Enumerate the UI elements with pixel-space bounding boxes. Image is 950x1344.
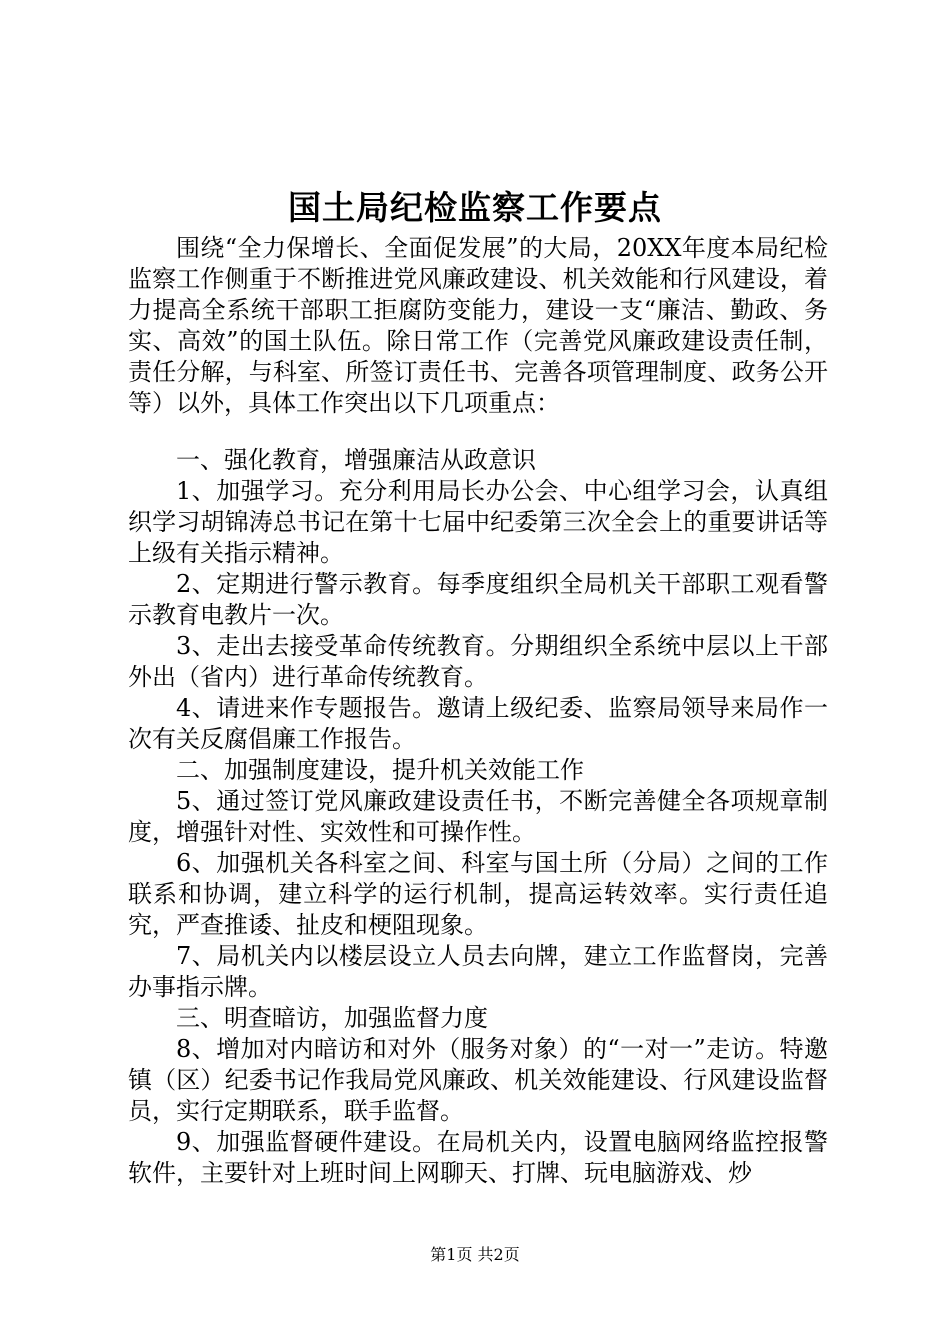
list-item: 5、通过签订党风廉政建设责任书，不断完善健全各项规章制度，增强针对性、实效性和可操作性。 — [128, 787, 828, 846]
list-item: 3、走出去接受革命传统教育。分期组织全系统中层以上干部外出（省内）进行革命传统教育。 — [128, 632, 828, 691]
section-heading: 二、加强制度建设，提升机关效能工作 — [176, 756, 584, 784]
section-heading: 三、明查暗访，加强监督力度 — [176, 1004, 488, 1032]
intro-paragraph: 围绕“全力保增长、全面促发展”的大局，20XX年度本局纪检监察工作侧重于不断推进党风廉政建设、机关效能和行风建设，着力提高全系统干部职工拒腐防变能力，建设一支“廉洁、勤政、务实、高效”的国土队伍。除日常工作（完善党风廉政建设责任制，责任分解，与科室、所签订责任书、完善各项管理制度、政务公开等）以外，具体工作突出以下几项重点： — [128, 234, 828, 417]
list-item: 4、请进来作专题报告。邀请上级纪委、监察局领导来局作一次有关反腐倡廉工作报告。 — [128, 694, 828, 753]
list-item: 2、定期进行警示教育。每季度组织全局机关干部职工观看警示教育电教片一次。 — [128, 570, 828, 629]
page-footer: 第1页 共2页 — [430, 1245, 520, 1264]
list-item: 1、加强学习。充分利用局长办公会、中心组学习会，认真组织学习胡锦涛总书记在第十七届中纪委第三次全会上的重要讲话等上级有关指示精神。 — [128, 477, 828, 567]
list-item: 7、局机关内以楼层设立人员去向牌，建立工作监督岗，完善办事指示牌。 — [128, 942, 828, 1001]
list-item: 8、增加对内暗访和对外（服务对象）的“一对一”走访。特邀镇（区）纪委书记作我局党风廉政、机关效能建设、行风建设监督员，实行定期联系，联手监督。 — [128, 1035, 828, 1125]
document-title: 国土局纪检监察工作要点 — [288, 188, 662, 227]
list-item: 6、加强机关各科室之间、科室与国土所（分局）之间的工作联系和协调，建立科学的运行机制，提高运转效率。实行责任追究，严查推诿、扯皮和梗阻现象。 — [128, 849, 828, 939]
list-item: 9、加强监督硬件建设。在局机关内，设置电脑网络监控报警软件，主要针对上班时间上网聊天、打牌、玩电脑游戏、炒 — [128, 1128, 828, 1187]
document-body — [128, 233, 828, 1189]
section-heading: 一、强化教育，增强廉洁从政意识 — [176, 446, 536, 474]
